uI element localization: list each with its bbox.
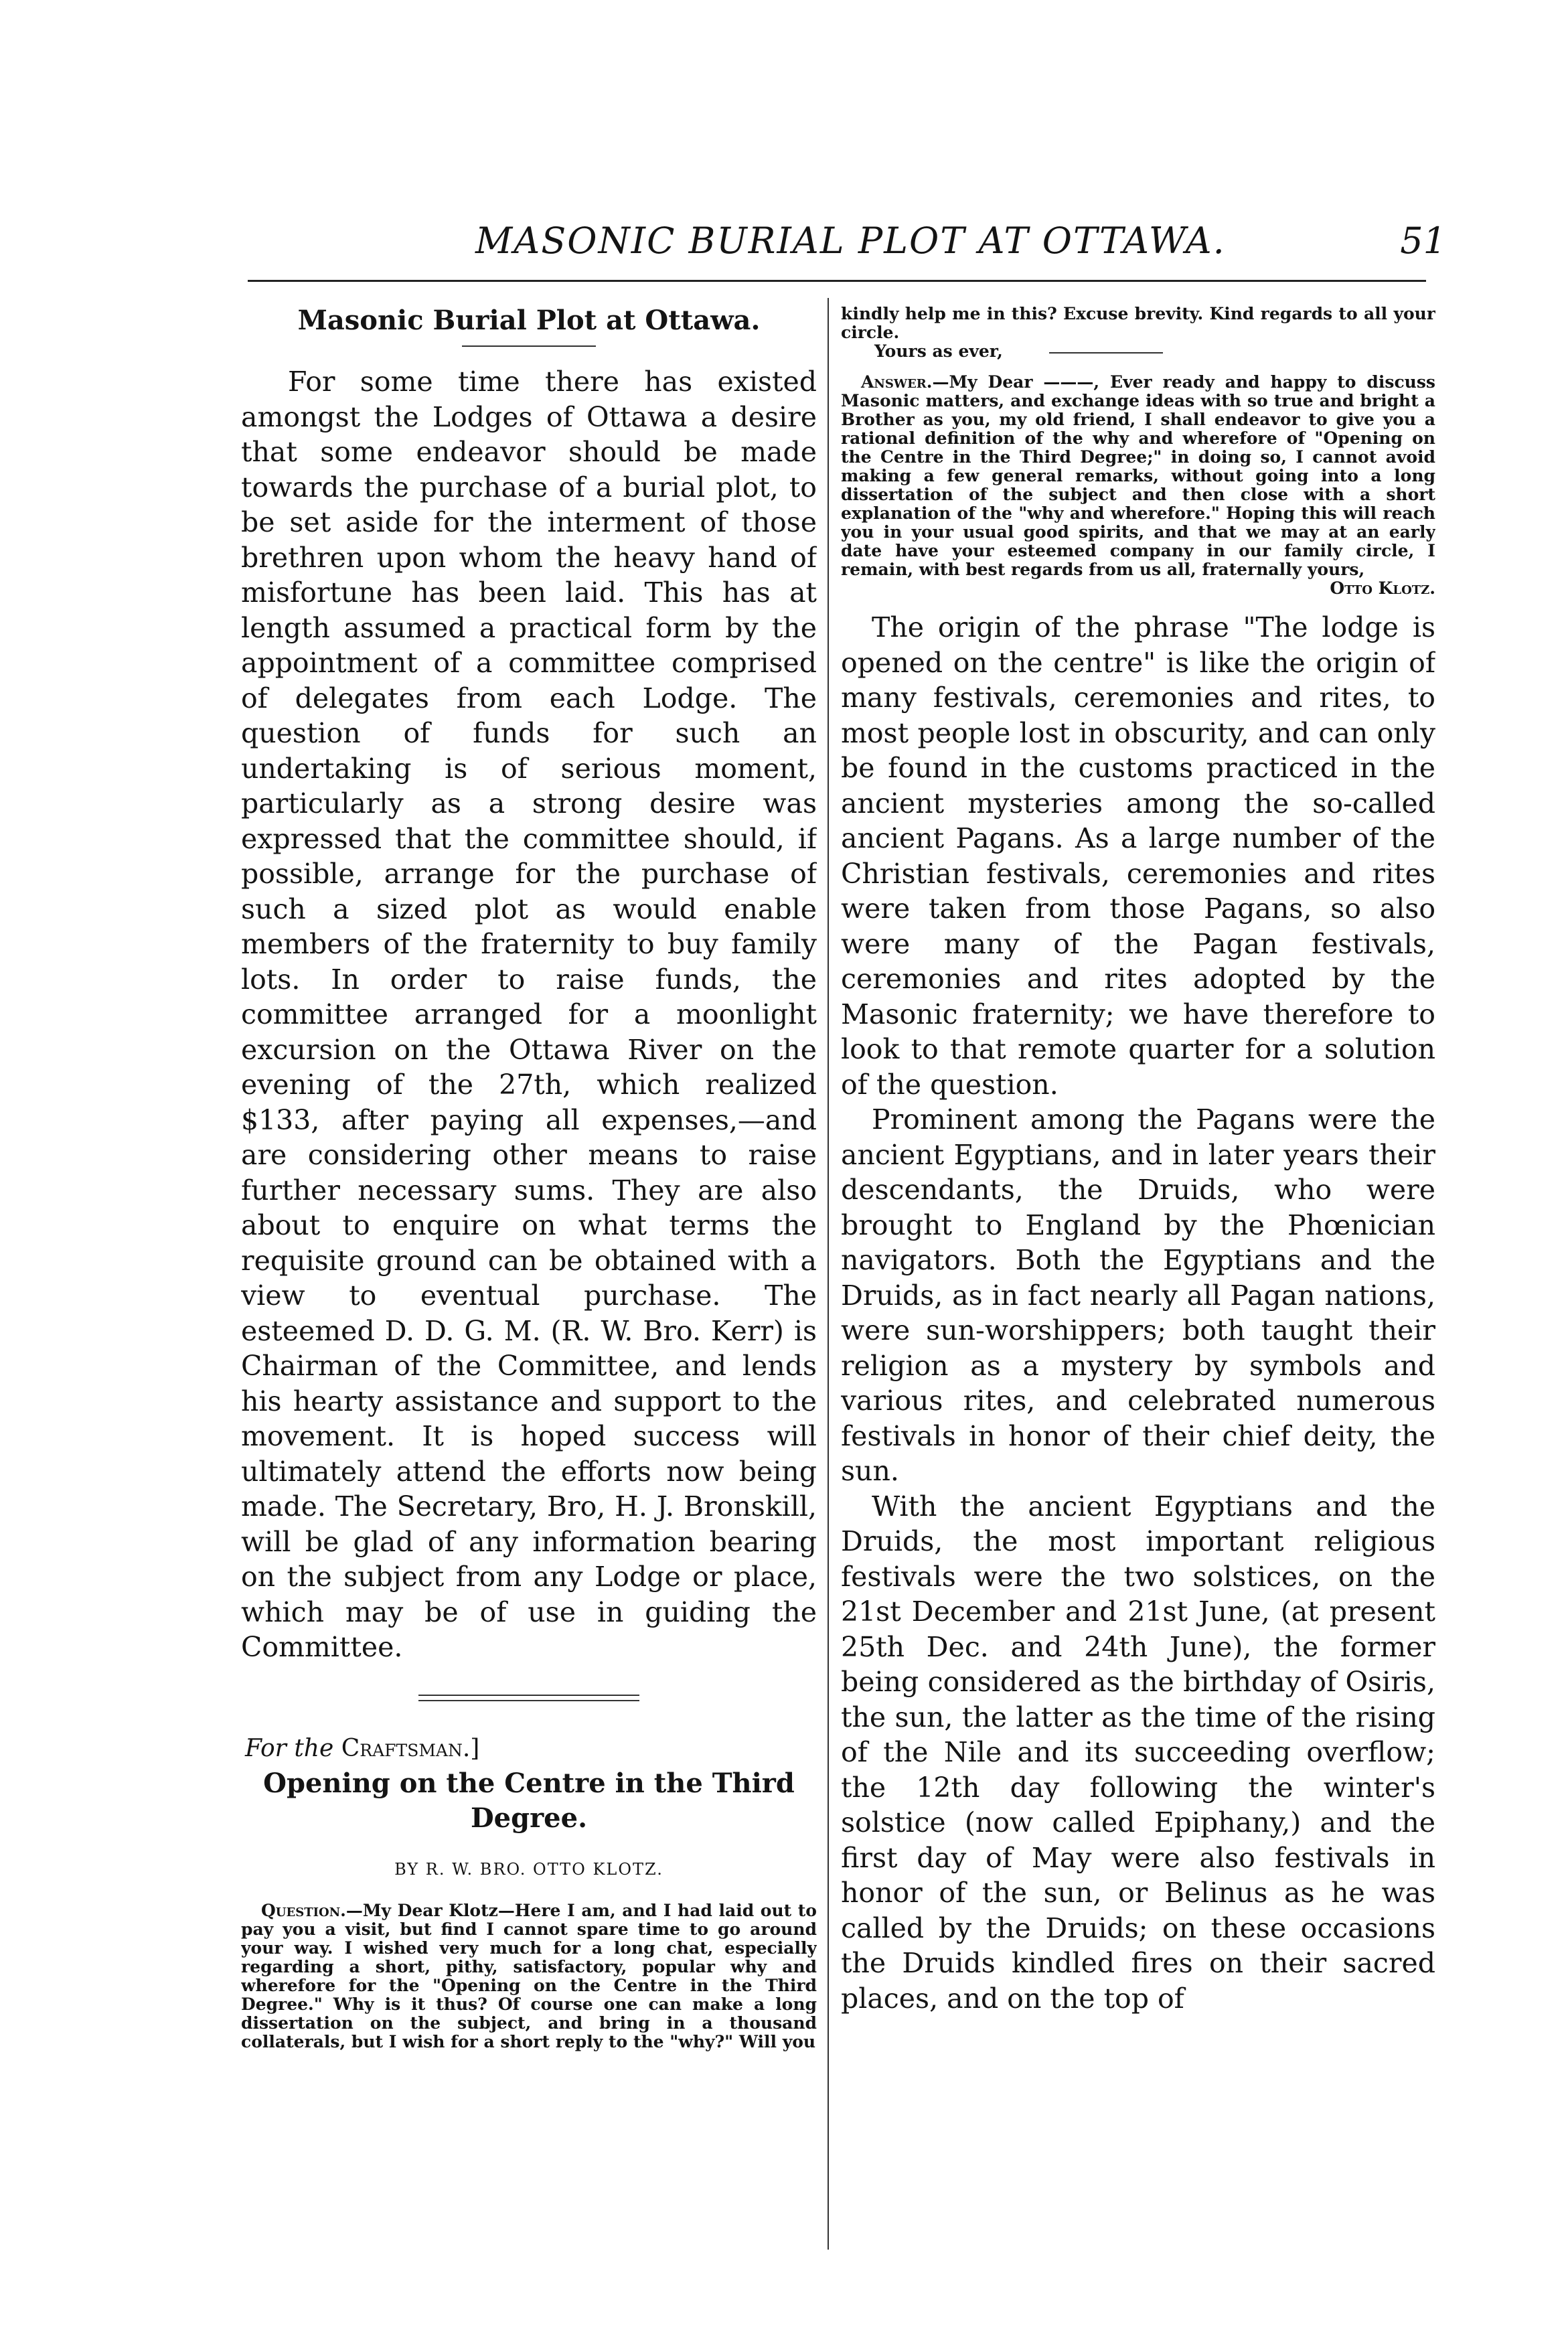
- question-text: My Dear Klotz—Here I am, and I had laid out to pay you a visit, but find I cannot spare time to go around your way. I wished very much for a long chat, especially regarding a short, pithy, satisfactory, popular why and wherefore for the "Opening on the Centre in the Third Degree." Why is it thus? Of course one can make a long dissertation on the subject, and bring in a thousand collaterals, but I wish for a short reply to the "why?" Will you: [241, 1900, 817, 2051]
- letter-closing: Yours as ever,: [874, 341, 1003, 361]
- article-paragraph-1: The origin of the phrase "The lodge is opened on the centre" is like the origin of many festivals, ceremonies and rites, to most people lost in obscurity, and can only be found in the customs practiced in the ancient mysteries among the so-called ancient Pagans. As a large number of the Christian festivals, ceremonies and rites were taken from those Pagans, so also were many of the Pagan festivals, ceremonies and rites adopted by the Masonic fraternity; we have therefore to look to that remote quarter for a solution of the question.: [841, 611, 1435, 1101]
- attribution-prefix: For the: [245, 1734, 334, 1762]
- article-paragraph-2: Prominent among the Pagans were the ancient Egyptians, and in later years their descendants, the Druids, who were brought to England by the Phœnician navigators. Both the Egyptians and the Druids, as in fact nearly all Pagan nations, were sun-worshippers; both taught their religion as a mystery by symbols and various rites, and celebrated numerous festivals in honor of their chief deity, the sun.: [841, 1103, 1435, 1487]
- article-title: Opening on the Centre in the Third Degree.: [263, 1767, 795, 1834]
- letter-continuation: kindly help me in this? Excuse brevity. Kind regards to all your circle.: [841, 305, 1435, 342]
- answer-signature: Otto Klotz.: [1330, 578, 1435, 598]
- question-label: Question.—: [261, 1900, 363, 1920]
- article-byline: BY R. W. BRO. OTTO KLOTZ.: [394, 1859, 663, 1879]
- right-column: [841, 305, 1435, 2246]
- attribution-line: [245, 1735, 817, 1762]
- article-paragraph-3: With the ancient Egyptians and the Druids, the most important religious festivals were the two solstices, on the 21st December and 21st June, (at present 25th Dec. and 24th June), the former being considered as the birthday of Osiris, the sun, the latter as the time of the rising of the Nile and its succeeding overflow; the 12th day following the winter's solstice (now called Epiphany,) and the first day of May were also festivals in honor of the sun, or Belinus as he was called by the Druids; on these occasions the Druids kindled fires on their sacred places, and on the top of: [841, 1490, 1435, 2015]
- page-number: 51: [1400, 220, 1446, 262]
- letter-closing-line: [874, 342, 1435, 361]
- header-rule: [248, 280, 1426, 282]
- heading-rule: [462, 345, 596, 347]
- left-column: [241, 305, 817, 2246]
- section-separator: [418, 1695, 639, 1701]
- answer-text: My Dear ———, Ever ready and happy to discuss Masonic matters, and exchange ideas with so true and bright a Brother as you, my old friend, I shall endeavor to give you a rational definition of the why and wherefore of "Opening on the Centre in the Third Degree;" in doing so, I cannot avoid making a few general remarks, without going into a long dissertation of the subject and then close with a short explanation of the "why and wherefore." Hoping this will reach you in your usual good spirits, and that we may at an early date have your esteemed company in our family circle, I remain, with best regards from us all, fraternally yours,: [841, 372, 1435, 579]
- burial-plot-paragraph: For some time there has existed amongst the Lodges of Ottawa a desire that some endeavor should be made towards the purchase of a burial plot, to be set aside for the interment of those brethren upon whom the heavy hand of misfortune has been laid. This has at length assumed a practical form by the appointment of a committee comprised of delegates from each Lodge. The question of funds for such an undertaking is of serious moment, particularly as a strong desire was expressed that the committee should, if possible, arrange for the purchase of such a sized plot as would enable members of the fraternity to buy family lots. In order to raise funds, the committee arranged for a moonlight excursion on the Ottawa River on the evening of the 27th, which realized $133, after paying all expenses,—and are considering other means to raise further necessary sums. They are also about to enquire on what terms the requisite ground can be obtained with a view to eventual purchase. The esteemed D. D. G. M. (R. W. Bro. Kerr) is Chairman of the Committee, and lends his hearty assistance and support to the movement. It is hoped success will ultimately attend the efforts now being made. The Secretary, Bro, H. J. Bronskill, will be glad of any information bearing on the subject from any Lodge or place, which may be of use in guiding the Committee.: [241, 366, 817, 1663]
- attribution-publication: Craftsman.]: [341, 1734, 480, 1762]
- running-title: MASONIC BURIAL PLOT AT OTTAWA.: [475, 220, 1226, 262]
- column-divider: [828, 298, 829, 2250]
- answer-letter: [841, 372, 1435, 598]
- closing-rule: [1049, 352, 1163, 354]
- section-heading: Masonic Burial Plot at Ottawa.: [297, 305, 761, 336]
- answer-label: Answer.—: [861, 372, 949, 392]
- page-header: [228, 220, 1446, 266]
- question-letter: [241, 1901, 817, 2051]
